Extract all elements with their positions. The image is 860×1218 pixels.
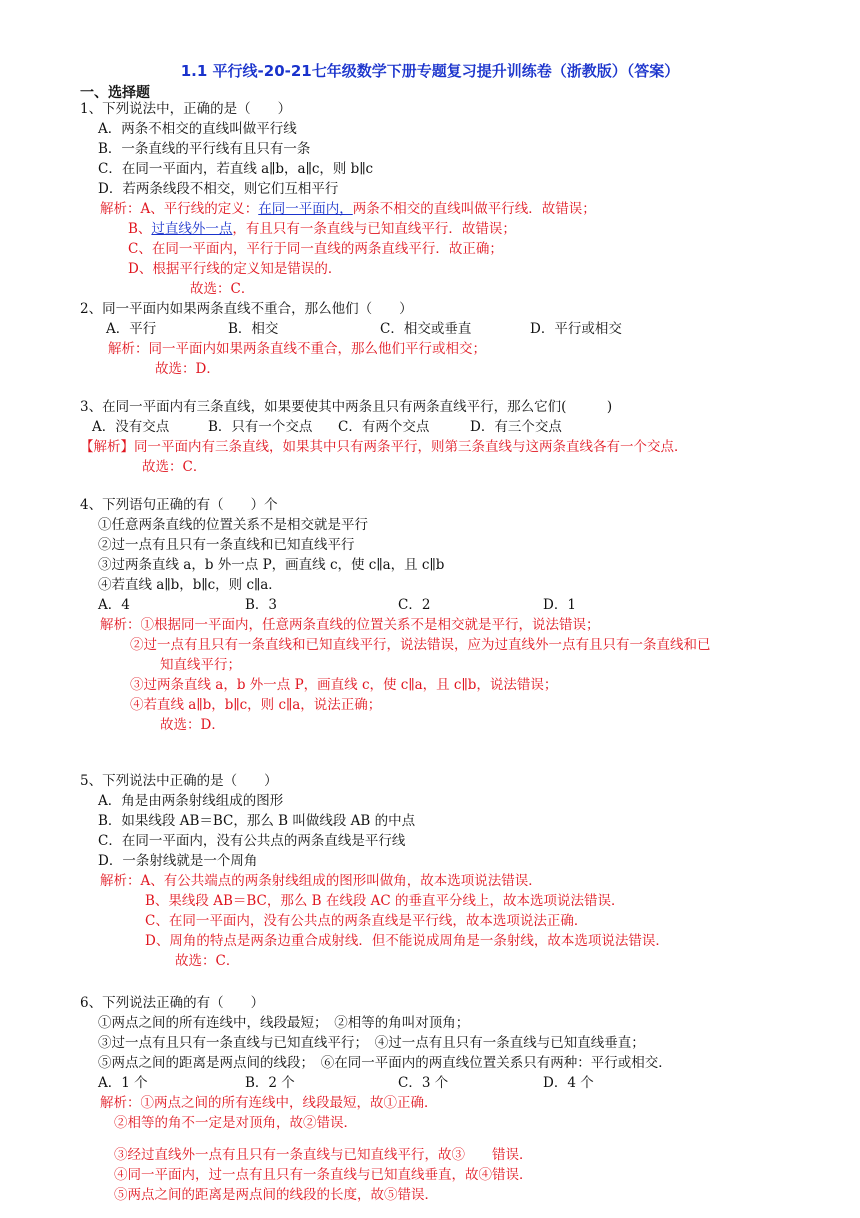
q3-answer: 故选：C．: [142, 459, 207, 475]
q5-option-c: C．在同一平面内，没有公共点的两条直线是平行线: [98, 833, 406, 849]
q4-item-2: ②过一点有且只有一条直线和已知直线平行: [98, 537, 355, 553]
q1-sol-text: 解析：A、平行线的定义：: [100, 201, 259, 217]
q4-option-a: A．4: [98, 597, 130, 613]
q1-sol-link: 在同一平面内，: [258, 201, 353, 217]
q4-item-3: ③过两条直线 a，b 外一点 P，画直线 c，使 c∥a，且 c∥b: [98, 557, 445, 573]
section-heading: 一、选择题: [80, 85, 150, 101]
q4-solution-1: 解析：①根据同一平面内，任意两条直线的位置关系不是相交就是平行，说法错误；: [100, 617, 600, 633]
q1-solution-line-1: [100, 200, 596, 219]
q5-option-a: A．角是由两条射线组成的图形: [98, 793, 284, 809]
q1-solution-line-4: D、根据平行线的定义知是错误的．: [128, 261, 342, 277]
q6-solution-2: ②相等的角不一定是对顶角，故②错误．: [114, 1115, 357, 1131]
q6-option-b: B．2 个: [245, 1075, 295, 1091]
question-3-stem: 3、在同一平面内有三条直线，如果要使其中两条且只有两条直线平行，那么它们( ): [80, 399, 613, 415]
q3-solution: [80, 438, 688, 457]
q3-sol-text: 同一平面内有三条直线，如果其中只有两条平行，则第三条直线与这两条直线各有一个交点．: [134, 439, 688, 455]
q6-solution-3: ③经过直线外一点有且只有一条直线与已知直线平行，故③ 错误．: [114, 1147, 533, 1163]
q4-item-4: ④若直线 a∥b，b∥c，则 c∥a．: [98, 577, 282, 593]
q3-option-a: A．没有交点: [92, 419, 170, 435]
q6-option-a: A．1 个: [98, 1075, 148, 1091]
q5-solution-1: 解析：A、有公共端点的两条射线组成的图形叫做角，故本选项说法错误．: [100, 873, 542, 889]
q4-option-c: C．2: [398, 597, 431, 613]
q2-option-b: B．相交: [228, 321, 279, 337]
q5-answer: 故选：C．: [175, 953, 240, 969]
q4-solution-3: ③过两条直线 a，b 外一点 P，画直线 c，使 c∥a，且 c∥b，说法错误；: [130, 677, 558, 693]
question-6-stem: 6、下列说法正确的有（ ）: [80, 995, 265, 1011]
q4-item-1: ①任意两条直线的位置关系不是相交就是平行: [98, 517, 368, 533]
q5-option-d: D．一条射线就是一个周角: [98, 853, 258, 869]
q2-solution: 解析：同一平面内如果两条直线不重合，那么他们平行或相交；: [108, 341, 486, 357]
q6-option-c: C．3 个: [398, 1075, 449, 1091]
q5-solution-4: D、周角的特点是两条边重合成射线．但不能说成周角是一条射线，故本选项说法错误．: [145, 933, 669, 949]
q5-option-b: B．如果线段 AB＝BC，那么 B 叫做线段 AB 的中点: [98, 813, 416, 829]
q3-sol-label: 【解析】: [80, 439, 134, 455]
question-1-stem: 1、下列说法中，正确的是（ ）: [80, 101, 292, 117]
q4-option-b: B．3: [245, 597, 278, 613]
question-5-stem: 5、下列说法中正确的是（ ）: [80, 773, 278, 789]
q1-option-c: C．在同一平面内，若直线 a∥b，a∥c，则 b∥c: [98, 161, 374, 177]
q2-option-a: A．平行: [106, 321, 157, 337]
q4-solution-4: ④若直线 a∥b，b∥c，则 c∥a，说法正确；: [130, 697, 382, 713]
q6-solution-1: 解析：①两点之间的所有连线中，线段最短，故①正确．: [100, 1095, 438, 1111]
page-title: 1.1 平行线-20-21七年级数学下册专题复习提升训练卷（浙教版）（答案）: [180, 62, 680, 80]
q6-item-row-3: ⑤两点之间的距离是两点间的线段； ⑥在同一平面内的两直线位置关系只有两种：平行或相交．: [98, 1055, 672, 1071]
q6-solution-4: ④同一平面内，过一点有且只有一条直线与已知直线垂直，故④错误．: [114, 1167, 533, 1183]
q6-item-row-1: ①两点之间的所有连线中，线段最短； ②相等的角叫对顶角；: [98, 1015, 470, 1031]
q1-sol-text-2: 两条不相交的直线叫做平行线．故错误；: [352, 201, 596, 217]
q2-option-c: C．相交或垂直: [380, 321, 472, 337]
question-4-stem: 4、下列语句正确的有（ ）个: [80, 497, 278, 513]
q1-answer: 故选：C．: [190, 281, 255, 297]
q6-item-row-2: ③过一点有且只有一条直线与已知直线平行； ④过一点有且只有一条直线与已知直线垂直；: [98, 1035, 645, 1051]
q1-sol-b-text: ，有且只有一条直线与已知直线平行．故错误；: [232, 221, 516, 237]
q3-option-b: B．只有一个交点: [208, 419, 313, 435]
q5-solution-2: B、果线段 AB＝BC，那么 B 在线段 AC 的垂直平分线上，故本选项说法错误．: [145, 893, 625, 909]
q4-solution-2: ②过一点有且只有一条直线和已知直线平行，说法错误，应为过直线外一点有且只有一条直线和已: [130, 637, 711, 653]
q4-solution-2-cont: 知直线平行；: [160, 657, 241, 673]
q2-answer: 故选：D．: [155, 361, 220, 377]
q1-option-d: D．若两条线段不相交，则它们互相平行: [98, 181, 339, 197]
q5-solution-3: C、在同一平面内，没有公共点的两条直线是平行线，故本选项说法正确．: [145, 913, 588, 929]
q1-sol-b-link: 过直线外一点: [151, 221, 233, 237]
q1-sol-b-label: B、: [128, 221, 152, 237]
q2-option-d: D．平行或相交: [530, 321, 622, 337]
q3-option-c: C．有两个交点: [338, 419, 430, 435]
q6-solution-5: ⑤两点之间的距离是两点间的线段的长度，故⑤错误．: [114, 1187, 438, 1203]
q3-option-d: D．有三个交点: [470, 419, 562, 435]
q1-solution-line-2: [128, 220, 516, 239]
q1-option-a: A．两条不相交的直线叫做平行线: [98, 121, 297, 137]
q1-solution-line-3: C、在同一平面内，平行于同一直线的两条直线平行．故正确；: [128, 241, 503, 257]
q6-option-d: D．4 个: [543, 1075, 594, 1091]
q4-option-d: D．1: [543, 597, 576, 613]
question-2-stem: 2、同一平面内如果两条直线不重合，那么他们（ ）: [80, 301, 413, 317]
q4-answer: 故选：D．: [160, 717, 225, 733]
q1-option-b: B．一条直线的平行线有且只有一条: [98, 141, 311, 157]
